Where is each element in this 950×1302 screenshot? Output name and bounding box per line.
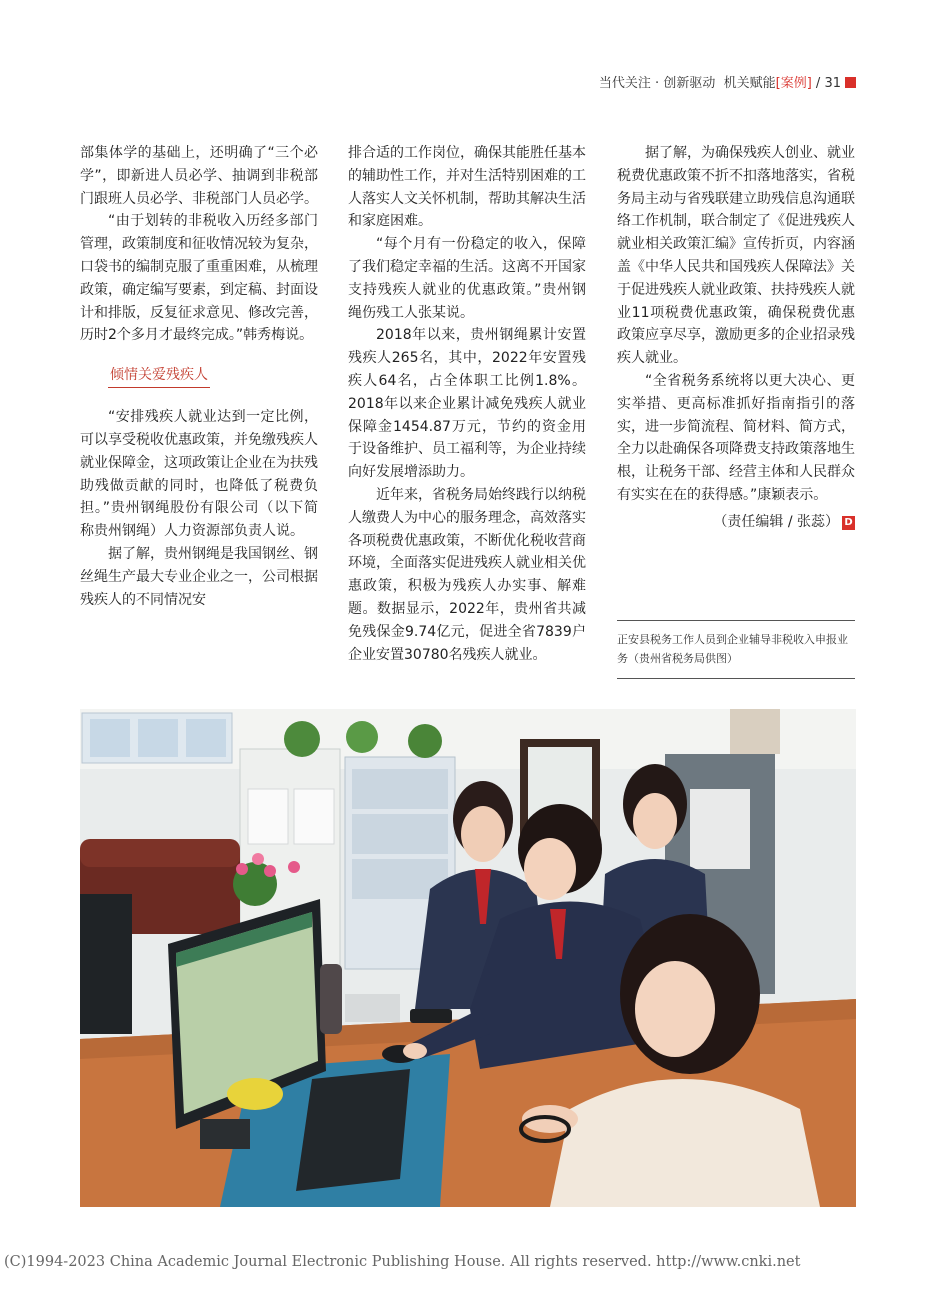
paragraph: 据了解，为确保残疾人创业、就业税费优惠政策不折不扣落地落实，省税务局主动与省残联建立助残信息沟通联络工作机制，联合制定了《促进残疾人就业相关政策汇编》宣传折页，内容涵盖《中华人民共和国残疾人保障法》关于促进残疾人就业政策、扶持残疾人就业11项税费优惠政策，确保税费优惠政策应享尽享，激励更多的企业招录残疾人就业。 (617, 145, 855, 367)
paragraph: “由于划转的非税收入历经多部门管理，政策制度和征收情况较为复杂，口袋书的编制克服了重重困难，从梳理政策，确定编写要素，到定稿、封面设计和排版，反复征求意见、修改完善，历时2个多月才最终完成。”韩秀梅说。 (80, 213, 318, 344)
text-column-1 (80, 142, 318, 611)
section-subheading: 倾情关爱残疾人 (108, 366, 210, 388)
paragraph: “安排残疾人就业达到一定比例，可以享受税收优惠政策，并免缴残疾人就业保障金，这项政策让企业在为扶残助残做贡献的同时，也降低了税费负担。”贵州钢绳股份有限公司（以下简称贵州钢绳）人力资源部负责人说。 (80, 409, 318, 540)
running-header: 当代关注 · 创新驱动 机关赋能[案例] / 31 (599, 72, 856, 91)
paragraph: 部集体学的基础上，还明确了“三个必学”，即新进人员必学、抽调到非税部门跟班人员必学、非税部门人员必学。 (80, 145, 318, 207)
header-separator: / (815, 76, 821, 91)
text-column-3 (617, 142, 855, 534)
end-mark-icon: D (842, 516, 855, 530)
paragraph: 据了解，贵州钢绳是我国钢丝、钢丝绳生产最大专业企业之一，公司根据残疾人的不同情况安 (80, 545, 318, 608)
text-column-2 (348, 142, 586, 666)
header-tag: 案例 (780, 76, 807, 91)
editor-credit-text: （责任编辑 / 张蕊） (713, 513, 839, 530)
copyright-footer: (C)1994-2023 China Academic Journal Electronic Publishing House. All rights reserved. http://www.cnki.net (4, 1254, 801, 1270)
header-square-mark (845, 77, 856, 88)
office-scene-illustration (80, 709, 856, 1207)
paragraph: “每个月有一份稳定的收入，保障了我们稳定幸福的生活。这离不开国家支持残疾人就业的优惠政策。”贵州钢绳伤残工人张某说。 (348, 236, 586, 321)
article-photo (80, 709, 856, 1207)
paragraph: 2018年以来，贵州钢绳累计安置残疾人265名，其中，2022年安置残疾人64名，占全体职工比例1.8%。2018年以来企业累计减免残疾人就业保障金1454.87万元，节约的资金用于设备维护、员工福利等，为企业持续向好发展增添助力。 (348, 327, 586, 481)
header-column: 机关赋能 (723, 76, 776, 91)
page-number: 31 (824, 76, 841, 91)
paragraph: “全省税务系统将以更大决心、更实举措、更高标准抓好指南指引的落实，进一步简流程、简材料、简方式，全力以赴确保各项降费支持政策落地生根，让税务干部、经营主体和人民群众有实实在在的获得感。”康颖表示。 (617, 372, 855, 503)
paragraph: 近年来，省税务局始终践行以纳税人缴费人为中心的服务理念，高效落实各项税费优惠政策，不断优化税收营商环境，全面落实促进残疾人就业相关优惠政策，积极为残疾人办实事、解难题。数据显示，2022年，贵州省共减免残保金9.74亿元，促进全省7839户企业安置30780名残疾人就业。 (348, 486, 586, 663)
header-section: 当代关注 · 创新驱动 (598, 76, 716, 91)
photo-caption: 正安县税务工作人员到企业辅导非税收入申报业务（贵州省税务局供图） (617, 620, 855, 679)
paragraph: 排合适的工作岗位，确保其能胜任基本的辅助性工作，并对生活特别困难的工人落实人文关怀机制，帮助其解决生活和家庭困难。 (348, 145, 586, 230)
editor-credit (617, 511, 855, 534)
